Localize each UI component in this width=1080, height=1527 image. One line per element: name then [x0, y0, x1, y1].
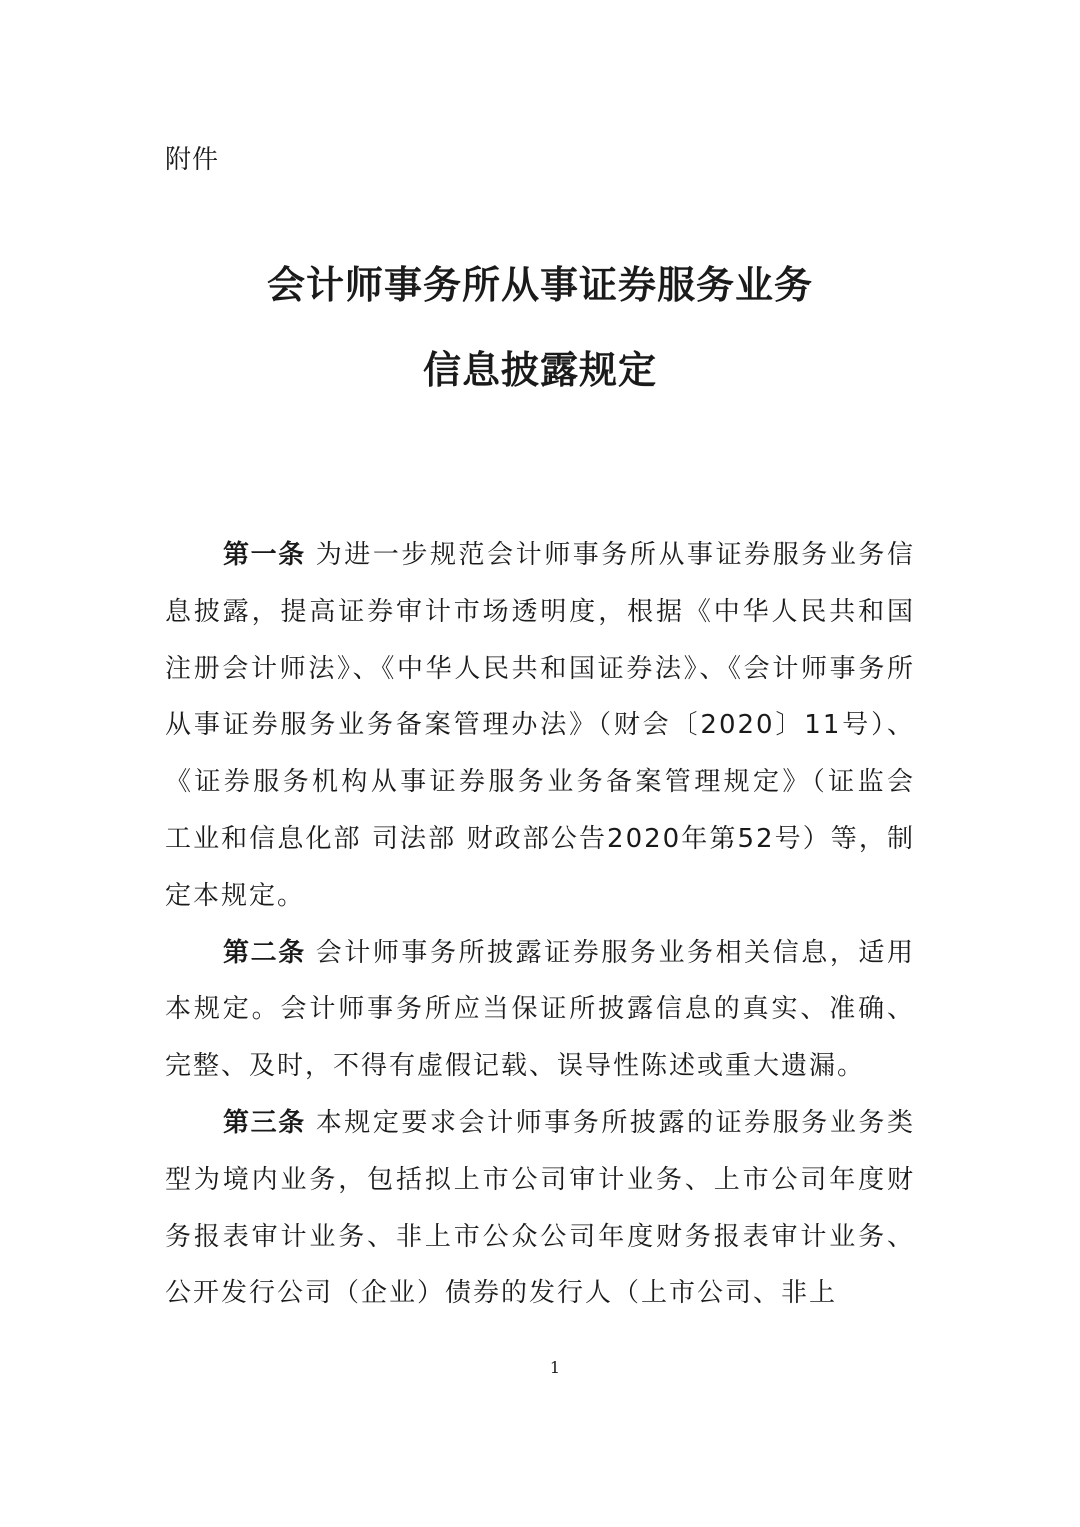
- attachment-label: 附件: [165, 145, 220, 175]
- article-1-number: 第一条: [223, 540, 306, 570]
- page-number: 1: [549, 1358, 561, 1377]
- article-3-text: 本规定要求会计师事务所披露的证券服务业务类型为境内业务，包括拟上市公司审计业务、上市公司年度财务报表审计业务、非上市公众公司年度财务报表审计业务、公开发行公司（企业）债券的发行人（上市公司、非上: [165, 1107, 915, 1309]
- document-body: [165, 527, 915, 1322]
- document-title-line-1: 会计师事务所从事证券服务业务: [266, 263, 813, 307]
- article-2: [165, 925, 915, 1095]
- article-3-number: 第三条: [223, 1107, 306, 1138]
- article-2-text: 会计师事务所披露证券服务业务相关信息，适用本规定。会计师事务所应当保证所披露信息的真实、准确、完整、及时，不得有虚假记载、误导性陈述或重大遗漏。: [165, 937, 915, 1082]
- article-1: [165, 527, 915, 925]
- article-3: [165, 1095, 915, 1322]
- article-1-text: 为进一步规范会计师事务所从事证券服务业务信息披露，提高证券审计市场透明度，根据《中华人民共和国注册会计师法》、《中华人民共和国证券法》、《会计师事务所从事证券服务业务备案管理办法》（财会〔2020〕11号）、《证券服务机构从事证券服务业务备案管理规定》（证监会 工业和信息化部 司法部 财政部公告2020年第52号）等，制定本规定。: [165, 540, 915, 911]
- article-2-number: 第二条: [223, 937, 306, 968]
- document-title-line-2: 信息披露规定: [422, 348, 657, 392]
